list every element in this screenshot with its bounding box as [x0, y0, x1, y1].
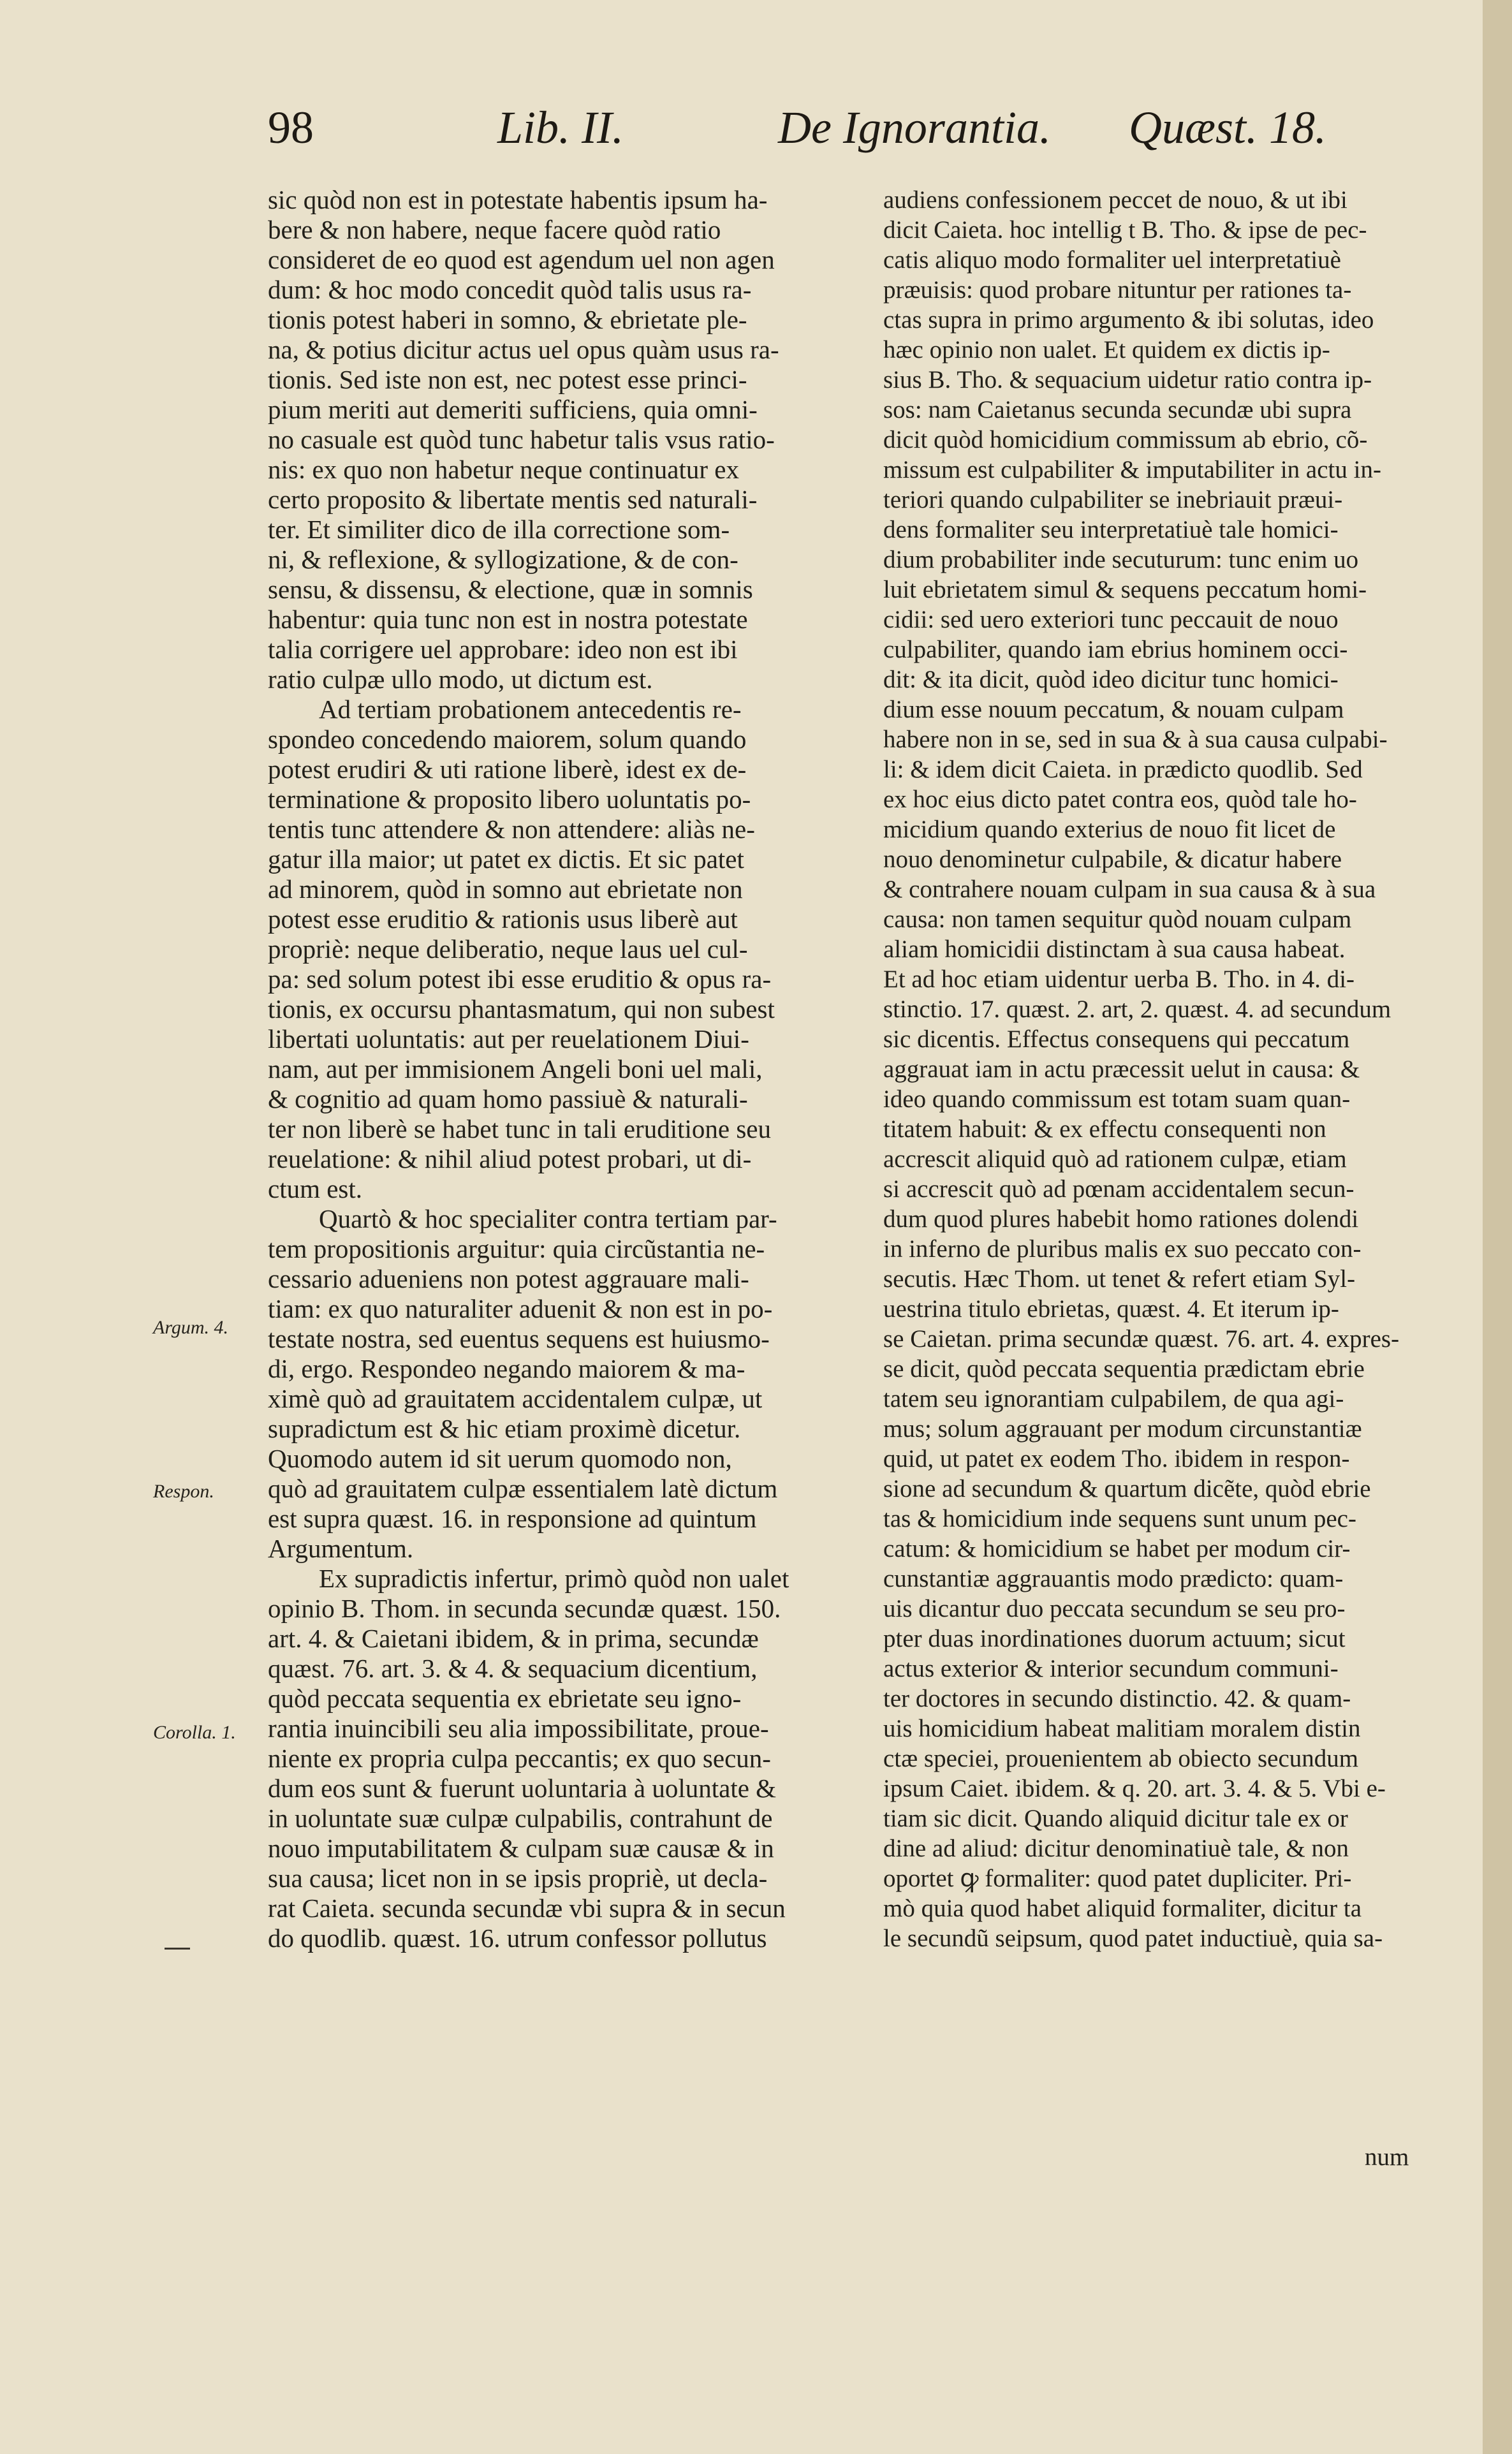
text-line: sic quòd non est in potestate habentis ipsum ha- [268, 185, 768, 214]
text-line: dum quod plures habebit homo rationes dolendi [883, 1205, 1359, 1233]
text-line: est supra quæst. 16. in responsione ad quintum [268, 1504, 757, 1533]
text-line: Quomodo autem id sit uerum quomodo non, [268, 1444, 732, 1473]
text-line: reuelatione: & nihil aliud potest probari, ut di- [268, 1144, 752, 1173]
text-line: causa: non tamen sequitur quòd nouam culpam [883, 906, 1352, 933]
text-line: uestrina titulo ebrietas, quæst. 4. Et iterum ip- [883, 1295, 1339, 1323]
text-line: hæc opinio non ualet. Et quidem ex dictis ip- [883, 336, 1330, 364]
margin-note-response: Respon. [153, 1481, 214, 1502]
text-line: ratio culpæ ullo modo, ut dictum est. [268, 665, 653, 694]
text-line: luit ebrietatem simul & sequens peccatum homi- [883, 576, 1367, 603]
text-line: se dicit, quòd peccata sequentia prædictam ebrie [883, 1355, 1365, 1383]
text-line: dit: & ita dicit, quòd ideo dicitur tunc homici- [883, 666, 1339, 693]
text-line: Argumentum. [268, 1534, 414, 1563]
text-line: actus exterior & interior secundum communi- [883, 1655, 1339, 1682]
text-line: ex hoc eius dicto patet contra eos, quòd tale ho- [883, 786, 1357, 813]
text-line: rat Caieta. secunda secundæ vbi supra & in secun [268, 1893, 786, 1923]
text-line: pter duas inordinationes duorum actuum; sicut [883, 1625, 1346, 1652]
text-line: & cognitio ad quam homo passiuè & naturali- [268, 1084, 748, 1113]
text-line: habentur: quia tunc non est in nostra potestate [268, 605, 748, 634]
text-line: audiens confessionem peccet de nouo, & ut ibi [883, 186, 1347, 214]
quaestio-label: Quæst. 18. [1129, 102, 1327, 153]
text-line: micidium quando exterius de nouo fit licet de [883, 816, 1336, 843]
text-line: tionis, ex occursu phantasmatum, qui non subest [268, 994, 775, 1024]
text-line: art. 4. & Caietani ibidem, & in prima, secundæ [268, 1624, 759, 1653]
text-line: se Caietan. prima secundæ quæst. 76. art. 4. expres- [883, 1325, 1400, 1353]
text-line: ter doctores in secundo distinctio. 42. & quam- [883, 1685, 1351, 1712]
right-text-column [883, 185, 1444, 1953]
text-line: cunstantiæ aggrauantis modo prædicto: quam- [883, 1565, 1344, 1592]
text-line: potest erudiri & uti ratione liberè, idest ex de- [268, 754, 747, 784]
text-line: potest esse eruditio & rationis usus liberè aut [268, 904, 738, 934]
text-line: quæst. 76. art. 3. & 4. & sequacium dicentium, [268, 1654, 758, 1683]
text-line: nouo denominetur culpabile, & dicatur habere [883, 846, 1342, 873]
text-line: ter non liberè se habet tunc in tali eruditione seu [268, 1114, 771, 1143]
text-line: niente ex propria culpa peccantis; ex quo secun- [268, 1744, 771, 1773]
text-line: uis homicidium habeat malitiam moralem distin [883, 1715, 1361, 1742]
text-line: mò quia quod habet aliquid formaliter, dicitur ta [883, 1895, 1362, 1922]
text-line: li: & idem dicit Caieta. in prædicto quodlib. Sed [883, 756, 1363, 783]
text-line: catum: & homicidium se habet per modum cir- [883, 1535, 1351, 1562]
text-line: propriè: neque deliberatio, neque laus uel cul- [268, 934, 748, 964]
page-number: 98 [268, 102, 314, 153]
text-line: no casuale est quòd tunc habetur talis vsus ratio- [268, 425, 775, 454]
text-line: pa: sed solum potest ibi esse eruditio & opus ra- [268, 964, 772, 994]
text-line: Ad tertiam probationem antecedentis re- [319, 694, 742, 724]
text-line: tiam sic dicit. Quando aliquid dicitur tale ex or [883, 1805, 1348, 1832]
text-line: ad minorem, quòd in somno aut ebrietate non [268, 874, 743, 904]
text-line: teriori quando culpabiliter se inebriauit præui- [883, 486, 1343, 513]
text-line: tem propositionis arguitur: quia circũstantia ne- [268, 1234, 765, 1263]
text-line: quòd peccata sequentia ex ebrietate seu igno- [268, 1684, 742, 1713]
text-line: Ex supradictis infertur, primò quòd non ualet [319, 1564, 789, 1593]
text-line: ctas supra in primo argumento & ibi solutas, ideo [883, 306, 1374, 334]
text-line: Et ad hoc etiam uidentur uerba B. Tho. in 4. di- [883, 966, 1355, 993]
catchword: num [1365, 2143, 1409, 2171]
text-line: nis: ex quo non habetur neque continuatur ex [268, 455, 739, 484]
text-line: consideret de eo quod est agendum uel non agen [268, 245, 775, 274]
text-line: certo proposito & libertate mentis sed naturali- [268, 485, 758, 514]
text-line: talia corrigere uel approbare: ideo non est ibi [268, 635, 738, 664]
text-line: supradictum est & hic etiam proximè dicetur. [268, 1414, 741, 1443]
text-line: bere & non habere, neque facere quòd ratio [268, 215, 721, 244]
text-line: tionis. Sed iste non est, nec potest esse princi- [268, 365, 747, 394]
page-gutter [1483, 0, 1512, 2454]
text-line: do quodlib. quæst. 16. utrum confessor pollutus [268, 1923, 767, 1953]
text-line: tentis tunc attendere & non attendere: aliàs ne- [268, 814, 755, 844]
section-title: De Ignorantia. [778, 102, 1051, 153]
text-line: sione ad secundum & quartum dicẽte, quòd ebrie [883, 1475, 1371, 1503]
text-line: ximè quò ad grauitatem accidentalem culpæ, ut [268, 1384, 763, 1413]
text-line: sua causa; licet non in se ipsis propriè, ut decla- [268, 1863, 768, 1893]
text-line: titatem habuit: & ex effectu consequenti non [883, 1115, 1326, 1143]
text-line: ter. Et similiter dico de illa correctione som- [268, 515, 730, 544]
text-line: dicit quòd homicidium commissum ab ebrio, cõ- [883, 426, 1368, 453]
text-line: cidii: sed uero exteriori tunc peccauit de nouo [883, 606, 1339, 633]
text-line: Quartò & hoc specialiter contra tertiam par- [319, 1204, 777, 1233]
text-line: culpabiliter, quando iam ebrius hominem occi- [883, 636, 1348, 663]
text-line: spondeo concedendo maiorem, solum quando [268, 724, 747, 754]
text-line: dium probabiliter inde secuturum: tunc enim uo [883, 546, 1359, 573]
margin-note-corollary: Corolla. 1. [153, 1722, 236, 1743]
text-line: uis dicantur duo peccata secundum se seu pro- [883, 1595, 1346, 1622]
text-line: ideo quando commissum est totam suam quan- [883, 1085, 1351, 1113]
left-text-column [268, 185, 848, 1953]
text-line: dicit Caieta. hoc intellig t B. Tho. & ipse de pec- [883, 216, 1367, 244]
text-line: dium esse nouum peccatum, & nouam culpam [883, 696, 1344, 723]
text-line: opinio B. Thom. in secunda secundæ quæst. 150. [268, 1594, 781, 1623]
text-line: terminatione & proposito libero uoluntatis po- [268, 784, 751, 814]
text-line: rantia inuincibili seu alia impossibilitate, proue- [268, 1714, 769, 1743]
margin-note-argument: Argum. 4. [153, 1317, 229, 1338]
text-line: cessario adueniens non potest aggrauare mali- [268, 1264, 749, 1293]
text-line: nam, aut per immisionem Angeli boni uel mali, [268, 1054, 763, 1084]
text-line: dum: & hoc modo concedit quòd talis usus ra- [268, 275, 752, 304]
text-line: accrescit aliquid quò ad rationem culpæ, etiam [883, 1145, 1347, 1173]
text-line: mus; solum aggrauant per modum circunstantiæ [883, 1415, 1362, 1443]
margin-dash [165, 1948, 190, 1950]
text-line: na, & potius dicitur actus uel opus quàm usus ra- [268, 335, 779, 364]
text-line: & contrahere nouam culpam in sua causa & à sua [883, 876, 1376, 903]
text-line: dens formaliter seu interpretatiuè tale homici- [883, 516, 1339, 543]
text-line: di, ergo. Respondeo negando maiorem & ma- [268, 1354, 745, 1383]
text-line: aggrauat iam in actu præcessit uelut in causa: & [883, 1055, 1360, 1083]
text-line: ipsum Caiet. ibidem. & q. 20. art. 3. 4. & 5. Vbi e- [883, 1775, 1386, 1802]
text-line: sensu, & dissensu, & electione, quæ in somnis [268, 575, 753, 604]
text-line: ctum est. [268, 1174, 363, 1203]
text-line: præuisis: quod probare nituntur per rationes ta- [883, 276, 1352, 304]
text-line: in uoluntate suæ culpæ culpabilis, contrahunt de [268, 1804, 773, 1833]
text-line: tionis potest haberi in somno, & ebrietate ple- [268, 305, 747, 334]
text-line: ctæ speciei, prouenientem ab obiecto secundum [883, 1745, 1359, 1772]
text-line: habere non in se, sed in sua & à sua causa culpabi- [883, 726, 1388, 753]
text-line: le secundũ seipsum, quod patet inductiuè, quia sa- [883, 1925, 1383, 1952]
text-line: secutis. Hæc Thom. ut tenet & refert etiam Syl- [883, 1265, 1356, 1293]
text-line: oportet ꝙ formaliter: quod patet dupliciter. Pri- [883, 1865, 1352, 1892]
text-line: stinctio. 17. quæst. 2. art, 2. quæst. 4. ad secundum [883, 996, 1391, 1023]
text-line: dine ad aliud: dicitur denominatiuè tale, & non [883, 1835, 1349, 1862]
text-line: sius B. Tho. & sequacium uidetur ratio contra ip- [883, 366, 1372, 393]
text-line: gatur illa maior; ut patet ex dictis. Et sic patet [268, 844, 744, 874]
text-line: sic dicentis. Effectus consequens qui peccatum [883, 1025, 1350, 1053]
text-line: si accrescit quò ad pœnam accidentalem secun- [883, 1175, 1354, 1203]
text-line: ni, & reflexione, & syllogizatione, & de con- [268, 545, 738, 574]
text-line: missum est culpabiliter & imputabiliter in actu in- [883, 456, 1381, 483]
text-line: quid, ut patet ex eodem Tho. ibidem in respon- [883, 1445, 1350, 1473]
text-line: libertati uoluntatis: aut per reuelationem Diui- [268, 1024, 749, 1054]
text-line: tiam: ex quo naturaliter aduenit & non est in po- [268, 1294, 773, 1323]
text-line: nouo imputabilitatem & culpam suæ causæ & in [268, 1833, 774, 1863]
text-line: aliam homicidii distinctam à sua causa habeat. [883, 936, 1346, 963]
running-header [268, 96, 1327, 159]
text-line: tatem seu ignorantiam culpabilem, de qua agi- [883, 1385, 1344, 1413]
text-line: catis aliquo modo formaliter uel interpretatiuè [883, 246, 1341, 274]
text-line: in inferno de pluribus malis ex suo peccato con- [883, 1235, 1362, 1263]
text-line: pium meriti aut demeriti sufficiens, quia omni- [268, 395, 758, 424]
text-line: tas & homicidium inde sequens sunt unum pec- [883, 1505, 1356, 1532]
text-line: testate nostra, sed euentus sequens est huiusmo- [268, 1324, 770, 1353]
text-line: sos: nam Caietanus secunda secundæ ubi supra [883, 396, 1352, 423]
text-line: dum eos sunt & fuerunt uoluntaria à uoluntate & [268, 1774, 777, 1803]
book-label: Lib. II. [497, 102, 624, 153]
text-line: quò ad grauitatem culpæ essentialem latè dictum [268, 1474, 778, 1503]
